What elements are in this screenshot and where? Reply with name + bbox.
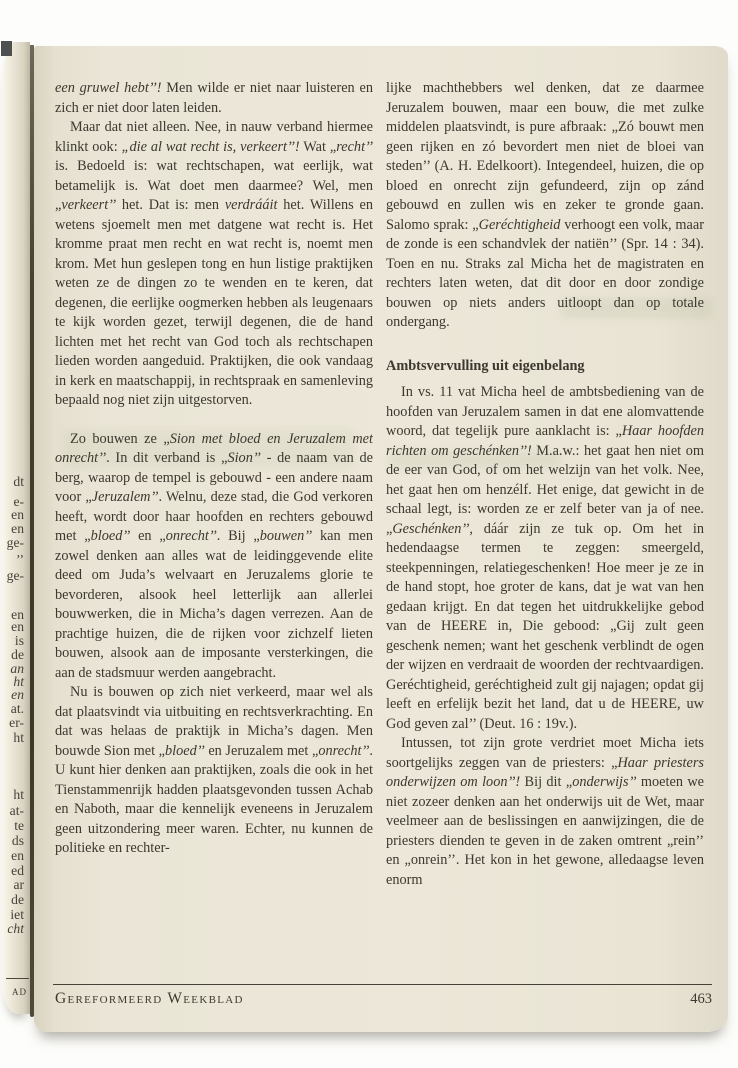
body-paragraph [386, 79, 704, 333]
edge-text-fragment: ht [13, 674, 24, 689]
edge-text-fragment: cht [7, 921, 24, 936]
edge-text-fragment: ’’ [15, 552, 24, 567]
text-run: Intussen, tot zijn grote verdriet moet Micha iets soortgelijks zeggen van de priesters: „ [386, 735, 704, 771]
edge-text-fragment: is [14, 633, 24, 648]
italic-text-run: Sion met bloed en Jeruzalem met onrecht’’ [55, 430, 373, 466]
edge-text-fragment: de [11, 647, 24, 662]
edge-text-fragment: en [11, 619, 24, 634]
text-run: - de naam van de berg, waarop de tempel is gebouwd - een andere naam voor „ [55, 450, 373, 505]
text-run: het. Dat is: men [116, 197, 225, 213]
italic-text-run: een gruwel hebt’’! [55, 80, 162, 96]
edge-text-fragment: dt [13, 474, 24, 489]
edge-text-fragment: ds [11, 833, 24, 848]
edge-text-fragment: ed [11, 863, 24, 878]
text-run: Ambtsvervulling uit eigenbelang [386, 357, 585, 374]
text-run: Nu is bouwen op zich niet verkeerd, maar wel als dat plaatsvindt via uitbuiting en rechtsverkrachting. En dat was helaas de praktijk in Micha’s dagen. Men bouwde Sion met „ [55, 684, 373, 759]
italic-text-run: onderwijs’’ [572, 774, 637, 790]
edge-text-fragment: ht [13, 730, 24, 745]
text-run: Zo bouwen ze „ [70, 430, 170, 447]
italic-text-run: bloed’’ [90, 528, 131, 544]
italic-text-run: Sion’’ [227, 450, 261, 466]
italic-text-run: bloed’’ [165, 742, 205, 759]
text-run: Men wilde er niet naar luisteren en zich er niet door laten leiden. [55, 80, 373, 116]
italic-text-run: bouwen’’ [259, 528, 313, 544]
italic-text-run: onrecht’’ [318, 742, 370, 759]
text-run: Maar dat niet alleen. Nee, in nauw verband hiermee klinkt ook: [55, 119, 373, 155]
footer-rule [53, 984, 712, 985]
italic-text-run: Geschénken’’ [392, 520, 470, 537]
text-run: In vs. 11 vat Micha heel de ambtsbediening van de hoofden van Jeruzalem samen in dat ene alomvattende woord, dat tegelijk pure aanklacht is: „ [386, 384, 704, 439]
edge-text-fragment: en [11, 848, 24, 863]
italic-text-run: verdrááit [224, 197, 278, 213]
body-paragraph [55, 118, 373, 411]
edge-text-fragment: at. [10, 701, 24, 716]
edge-print-mark [1, 41, 12, 56]
text-run: en „ [130, 528, 166, 544]
edge-text-fragment: ge- [6, 535, 24, 550]
text-run: is. Bedoeld is: wat rechtschapen, wat eerlijk, wat betamelijk is. Wat doet men daarmee? Wel, men „ [55, 158, 373, 213]
text-run: en Jeruzalem met „ [204, 742, 319, 759]
page-number: 463 [690, 991, 712, 1007]
edge-footer-rule [6, 978, 29, 979]
text-run: het. Willens en wetens sjoemelt men met datgene wat recht is. Het kromme praat men recht en wat recht is, noemt men krom. Met hun geslepen tong en hun listige praktijken weten ze de dingen zo te wenden en te keren, dat degenen, die eerlijke oogmerken hebben als leugenaars te kijk worden gezet, terwijl degenen, die de hand lichten met het recht van God toch als rechtschapen lieden worden aangeduid. Praktijken, die ook vandaag in kerk en maatschappij, in rechtspraak en samenleving bepaald nog niet zijn uitgestorven. [55, 197, 373, 408]
text-run: moeten we niet zozeer denken aan het onderwijs uit de Wet, maar veelmeer aan de beslissingen en aanwijzingen, die de priesters dienden te geven in de zaken omtrent „rein’’ en „onrein’’. Het kon in het gewone, alledaagse leven enorm [386, 774, 704, 888]
adjacent-page-edge [2, 42, 30, 1014]
italic-text-run: Haar priesters onderwijzen om loon’’! [386, 754, 704, 790]
edge-text-fragment: iet [10, 907, 24, 922]
text-run: M.a.w.: het gaat hen niet om de eer van God, of om het welzijn van het volk. Nee, het gaat hen om henzélf. Het enige, dat gewicht in de schaal legt, is: worden ze er zelf beter van ja of nee. „ [386, 442, 704, 537]
edge-text-fragment: de [11, 892, 24, 907]
edge-text-fragment: e- [13, 494, 24, 509]
italic-text-run: Haar hoofden richten om geschénken’’! [386, 423, 704, 459]
text-run: . U kunt hier denken aan praktijken, zoals die ook in het Tienstammenrijk hadden plaatsgevonden tussen Achab en Naboth, maar die kennelijk eveneens in Jeruzalem geen uitzondering meer waren. Echter, nu kunnen de politieke en rechter- [55, 742, 373, 856]
text-run: lijke machthebbers wel denken, dat ze daarmee Jeruzalem bouwen, maar een bouw, die met zulke middelen plaatsvindt, is pure afbraak: „Zó bouwt men geen rijken en zó bevordert men niet de bloei van steden’’ (A. H. Edelkoort). Integendeel, huizen, die op bloed en onrecht zijn gefundeerd, zijn op zánd gebouwd en zullen wis en zeker te gronde gaan. Salomo sprak: „ [386, 80, 704, 233]
edge-text-fragment: en [11, 607, 24, 622]
edge-text-fragment: en [11, 521, 24, 536]
italic-text-run: Geréchtigheid [478, 216, 561, 233]
italic-text-run: verkeert’’ [61, 197, 117, 213]
edge-text-fragment: an [10, 661, 24, 676]
text-run: . In dit verband is „ [106, 450, 228, 466]
edge-text-fragment: ht [13, 787, 24, 802]
edge-footer-fragment: ad [12, 983, 27, 998]
edge-text-fragment: en [11, 687, 24, 702]
edge-text-fragment: er- [9, 715, 24, 730]
text-run: . Bij „ [216, 528, 260, 544]
edge-text-fragment: at- [9, 803, 24, 818]
italic-text-run: recht’’ [336, 138, 373, 155]
text-run: . Welnu, deze stad, die God verkoren heeft, wordt door haar hoofden en rechters gebouwd met „ [55, 489, 373, 544]
italic-text-run: Jeruzalem’’ [91, 489, 159, 505]
text-run: Bij dit „ [520, 774, 573, 790]
body-paragraph [386, 383, 704, 734]
text-run: , dáár zijn ze tuk op. Om het in hedendaagse termen te zeggen: smeergeld, steekpenningen, relatiegeschenken! Hoe meer je ze in de hand stopt, hoe groter de kans, dat je wat van hen gedaan krijgt. En dat tegen het uitdrukkelijke gebod van de HEERE in, Die gebood: „Gij zult geen geschenk nemen; want het geschenk verblindt de ogen der wijzen en verdraait de woorden der rechtvaardigen. Geréchtigheid, geréchtigheid zult gij najagen; opdat gij leeft en erfelijk bezit het land, dat u de HEERE, uw God geven zal’’ (Deut. 16 : 19v.). [386, 520, 704, 732]
journal-title: Gereformeerd Weekblad [55, 990, 244, 1007]
text-run: verhoogt een volk, maar de zonde is een schandvlek der natiën’’ (Spr. 14 : 34). Toen en nu. Straks zal Micha het de magistraten en rechters laten weten, dat dit door en door zondige bouwen op niets anders uitloopt dan op totale ondergang. [386, 216, 704, 330]
edge-text-fragment: te [14, 818, 24, 833]
edge-text-fragment: ar [13, 877, 24, 892]
body-paragraph [55, 683, 373, 859]
text-run: kan men zowel denken aan alles wat de leidinggevende elite deed om Juda’s welvaart en Jeruzalems glorie te bevorderen, alsook heel letterlijk aan allerlei bouwwerken, die in Micha’s dagen verrezen. Aan de prachtige huizen, die de rijken voor zichzelf lieten bouwen, alsook aan de imposante versterkingen, die aan de stadsmuur werden aangebracht. [55, 528, 373, 681]
left-text-column [55, 79, 373, 985]
page-footer [55, 990, 712, 1008]
magazine-page [34, 46, 728, 1032]
right-text-column [386, 79, 704, 985]
body-paragraph [55, 430, 373, 684]
body-paragraph [55, 79, 373, 118]
body-paragraph [386, 734, 704, 890]
section-heading [386, 357, 704, 377]
italic-text-run: „die al wat recht is, verkeert’’! [121, 138, 300, 155]
edge-text-fragment: ge- [6, 568, 24, 583]
italic-text-run: onrecht’’ [165, 528, 217, 544]
edge-text-fragment: en [11, 507, 24, 522]
text-run: Wat „ [299, 138, 337, 155]
